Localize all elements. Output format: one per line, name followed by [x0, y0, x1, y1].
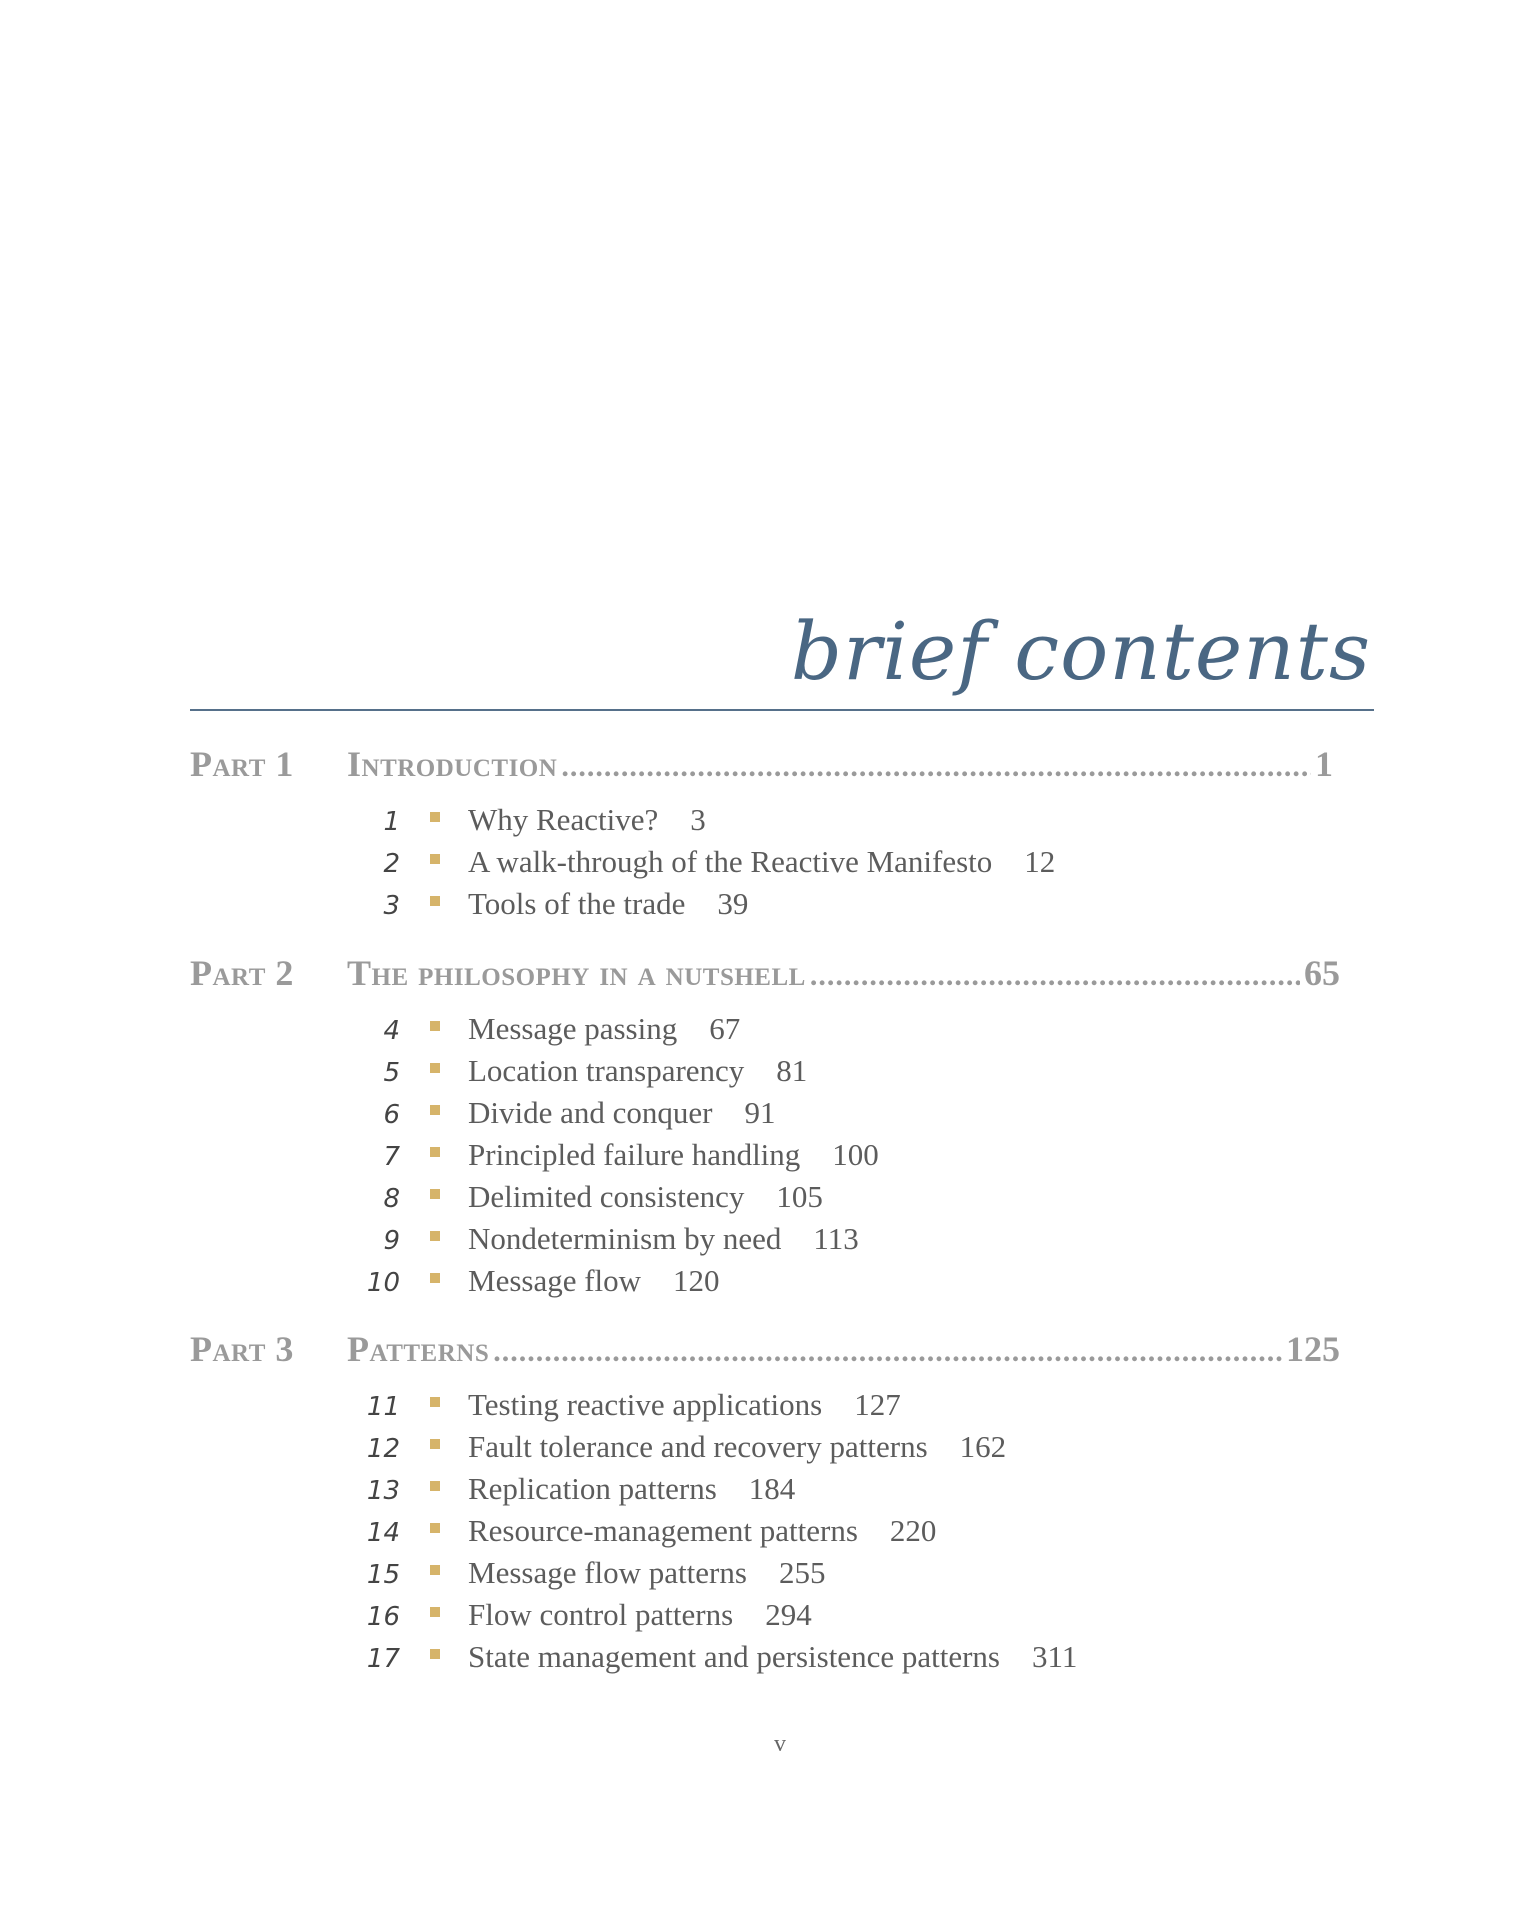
square-bullet-icon — [430, 854, 440, 864]
chapter-number: 7 — [383, 1142, 400, 1172]
square-bullet-icon — [430, 1439, 440, 1449]
chapter-number: 3 — [383, 891, 400, 921]
chapter-entry-8[interactable] — [340, 1179, 823, 1219]
chapter-entry-10[interactable] — [340, 1263, 720, 1303]
chapter-page-number: 39 — [717, 886, 749, 921]
chapter-title: State management and persistence patterns — [468, 1639, 1000, 1674]
part-label: Part 2 — [190, 953, 294, 993]
chapter-page-number: 3 — [690, 802, 706, 837]
chapter-title: Testing reactive applications — [468, 1387, 823, 1422]
square-bullet-icon — [430, 1397, 440, 1407]
square-bullet-icon — [430, 1147, 440, 1157]
chapter-number: 9 — [383, 1226, 400, 1256]
part-title: Patterns — [347, 1329, 490, 1369]
part-page-number: 1 — [1315, 744, 1333, 784]
chapter-title: Tools of the trade — [468, 886, 686, 921]
part-label: Part 1 — [190, 744, 294, 784]
chapter-title: Flow control patterns — [468, 1597, 734, 1632]
square-bullet-icon — [430, 1063, 440, 1073]
chapter-number: 14 — [366, 1518, 400, 1548]
chapter-page-number: 67 — [709, 1011, 741, 1046]
chapter-number: 1 — [383, 807, 400, 837]
square-bullet-icon — [430, 1649, 440, 1659]
chapter-number: 8 — [383, 1184, 400, 1214]
square-bullet-icon — [430, 812, 440, 822]
part-page-number: 125 — [1286, 1329, 1340, 1369]
part-title: Introduction — [347, 744, 558, 784]
square-bullet-icon — [430, 1273, 440, 1283]
chapter-entry-16[interactable] — [340, 1597, 812, 1637]
chapter-entry-15[interactable] — [340, 1555, 825, 1595]
chapter-entry-9[interactable] — [340, 1221, 859, 1261]
part-page-number: 65 — [1304, 953, 1340, 993]
square-bullet-icon — [430, 1481, 440, 1491]
chapter-entry-14[interactable] — [340, 1513, 936, 1553]
chapter-title: Delimited consistency — [468, 1179, 745, 1214]
square-bullet-icon — [430, 1021, 440, 1031]
chapter-page-number: 220 — [889, 1513, 937, 1548]
square-bullet-icon — [430, 1607, 440, 1617]
chapter-number: 12 — [366, 1434, 400, 1464]
square-bullet-icon — [430, 1523, 440, 1533]
chapter-title: Replication patterns — [468, 1471, 717, 1506]
chapter-number: 13 — [366, 1476, 400, 1506]
square-bullet-icon — [430, 1189, 440, 1199]
chapter-title: Message flow — [468, 1263, 642, 1298]
chapter-entry-11[interactable] — [340, 1387, 901, 1427]
chapter-page-number: 294 — [765, 1597, 812, 1632]
chapter-number: 17 — [366, 1644, 400, 1674]
chapter-number: 2 — [383, 849, 400, 879]
part-heading-3[interactable] — [190, 1328, 1340, 1372]
chapter-page-number: 184 — [748, 1471, 796, 1506]
chapter-page-number: 91 — [744, 1095, 776, 1130]
chapter-page-number: 105 — [776, 1179, 823, 1214]
chapter-title: A walk-through of the Reactive Manifesto — [468, 844, 993, 879]
chapter-title: Divide and conquer — [468, 1095, 713, 1130]
dot-leader — [493, 1335, 1282, 1369]
chapter-page-number: 100 — [832, 1137, 879, 1172]
dot-leader — [561, 750, 1311, 784]
chapter-title: Why Reactive? — [468, 802, 659, 837]
chapter-title: Fault tolerance and recovery patterns — [468, 1429, 928, 1464]
chapter-entry-13[interactable] — [340, 1471, 795, 1511]
chapter-entry-1[interactable] — [340, 802, 706, 842]
part-heading-1[interactable] — [190, 743, 1333, 787]
chapter-title: Message passing — [468, 1011, 678, 1046]
chapter-title: Principled failure handling — [468, 1137, 801, 1172]
chapter-page-number: 12 — [1024, 844, 1056, 879]
square-bullet-icon — [430, 1231, 440, 1241]
chapter-page-number: 127 — [854, 1387, 901, 1422]
page-folio: v — [774, 1731, 786, 1757]
chapter-title: Message flow patterns — [468, 1555, 747, 1590]
chapter-number: 5 — [383, 1058, 400, 1088]
chapter-number: 6 — [383, 1100, 400, 1130]
chapter-entry-17[interactable] — [340, 1639, 1077, 1679]
part-title: The philosophy in a nutshell — [347, 953, 806, 993]
chapter-entry-12[interactable] — [340, 1429, 1006, 1469]
square-bullet-icon — [430, 896, 440, 906]
page-title: brief contents — [790, 605, 1371, 698]
chapter-number: 4 — [383, 1016, 400, 1046]
part-heading-2[interactable] — [190, 952, 1340, 996]
chapter-page-number: 113 — [813, 1221, 859, 1256]
dot-leader — [810, 959, 1300, 993]
chapter-entry-5[interactable] — [340, 1053, 807, 1093]
chapter-page-number: 120 — [673, 1263, 720, 1298]
title-rule — [190, 709, 1374, 711]
chapter-number: 11 — [366, 1392, 400, 1422]
chapter-page-number: 162 — [959, 1429, 1007, 1464]
chapter-entry-7[interactable] — [340, 1137, 879, 1177]
chapter-page-number: 311 — [1031, 1639, 1078, 1674]
chapter-number: 15 — [366, 1560, 400, 1590]
chapter-page-number: 81 — [776, 1053, 808, 1088]
chapter-page-number: 255 — [778, 1555, 826, 1590]
chapter-title: Resource-management patterns — [468, 1513, 858, 1548]
chapter-entry-6[interactable] — [340, 1095, 775, 1135]
square-bullet-icon — [430, 1105, 440, 1115]
chapter-title: Location transparency — [468, 1053, 745, 1088]
chapter-title: Nondeterminism by need — [468, 1221, 782, 1256]
chapter-entry-3[interactable] — [340, 886, 748, 926]
chapter-entry-4[interactable] — [340, 1011, 740, 1051]
chapter-number: 16 — [366, 1602, 400, 1632]
part-label: Part 3 — [190, 1329, 294, 1369]
square-bullet-icon — [430, 1565, 440, 1575]
chapter-entry-2[interactable] — [340, 844, 1055, 884]
chapter-number: 10 — [366, 1268, 400, 1298]
